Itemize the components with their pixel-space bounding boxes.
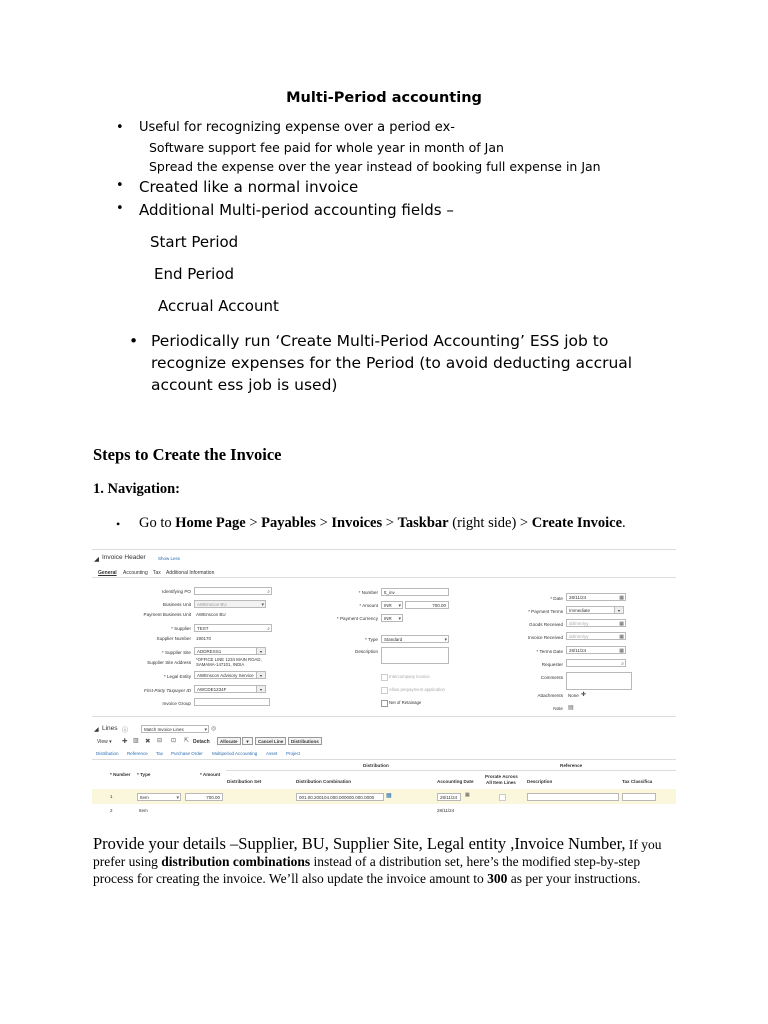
intercompany-label: Intercompany invoice [389,674,430,679]
subtab-asset[interactable]: Asset [266,751,278,756]
chevron-down-icon[interactable]: ▾ [256,672,265,679]
amount-currency-select[interactable]: INR ▾ [381,601,403,609]
tab-general[interactable]: General [98,570,117,576]
chevron-down-icon: ▾ [246,739,249,744]
type-select[interactable]: Standard ▾ [381,635,449,643]
row-type-select[interactable]: Item ▾ [137,793,181,801]
prepayment-label: Allow prepayment application [389,687,445,692]
group-distribution-header: Distribution [363,763,389,768]
taxpayer-id-select[interactable]: AWCDE1234F ▾ [194,685,266,693]
bullet-periodically-run: • Periodically run ‘Create Multi-Period Accounting’ ESS job to recognize expenses for the Period (to avoid deducting accrual account ess job is used) [151,330,671,396]
supplier-site-address-line2: SAMAMA-147101, INDIA [196,662,245,667]
goto-invoices: Invoices [331,515,383,531]
row-tax-class-input[interactable] [622,793,656,801]
delete-icon[interactable]: ✖ [145,738,151,745]
para-bold-300: 300 [487,871,508,886]
goto-end: . [622,515,626,531]
invoice-received-input[interactable]: dd/mm/yy ▦ [566,632,626,640]
col-amount-header[interactable]: * Amount [200,772,221,777]
goto-sep3: > [382,515,398,531]
row-number: 2 [110,808,113,813]
calendar-icon[interactable]: ▦ [619,621,624,627]
invoice-group-input[interactable] [194,698,270,706]
col-prorate-header[interactable]: Prorate Across [485,774,518,779]
payment-bu-value: AWEnscon BU [196,612,226,617]
distributions-button[interactable]: Distributions [288,737,322,745]
amount-label: * Amount [359,603,378,608]
match-invoice-lines-select[interactable]: Match Invoice Lines ▾ [141,725,209,733]
goto-create-invoice: Create Invoice [531,515,623,531]
bullet-created: • Created like a normal invoice [139,178,358,196]
tab-accounting[interactable]: Accounting [123,570,148,576]
add-row-icon[interactable]: ✚ [122,738,128,745]
chevron-down-icon[interactable]: ▾ [614,607,623,614]
allocate-menu-button[interactable] [242,737,253,745]
table-row[interactable] [92,805,676,818]
detach-icon[interactable]: ⇱ [184,738,190,744]
export-icon[interactable]: ⊡ [171,738,177,744]
col-description-header[interactable]: Description [527,779,553,784]
row-dist-comb-input[interactable]: 001.00.200104.000.000000.000.0000 [296,793,384,801]
goto-sep2: > [315,515,332,531]
tab-tax[interactable]: Tax [153,570,161,576]
search-icon[interactable]: ⌕ [267,626,270,632]
chevron-down-icon[interactable]: ▾ [256,686,265,693]
para-text1: If you prefer using [93,837,662,869]
comments-textarea[interactable] [566,672,632,690]
help-icon[interactable]: ⓘ [122,728,129,734]
lines-title: Lines [102,725,118,732]
invoice-screenshot [92,549,676,818]
tab-additional-information[interactable]: Additional Information [166,570,215,576]
requester-label: Requester [541,662,563,667]
row-acct-date: 28/11/24 [437,808,455,813]
payment-currency-select[interactable]: INR ▾ [381,614,403,622]
view-menu[interactable]: View ▾ [97,739,112,745]
col-number-header[interactable]: * Number [110,772,131,777]
terms-date-label: * Terms Date [536,649,563,654]
goods-received-input[interactable]: dd/mm/yy ▦ [566,619,626,627]
chevron-down-icon: ▾ [444,637,447,643]
description-textarea[interactable] [381,647,449,664]
attachments-value: None [568,693,579,698]
instructions-paragraph [93,835,683,887]
supplier-number-value: 190170 [196,636,212,641]
col-dist-comb-header[interactable]: Distribution Combination [296,779,352,784]
row-type: Item [139,808,148,813]
show-less-link[interactable]: Show Less [158,556,181,561]
subtab-purchase-order[interactable]: Purchase Order [171,751,203,756]
payment-terms-select[interactable]: Immediate ▾ [566,606,624,614]
chevron-down-icon: ▾ [398,616,401,622]
legal-entity-select[interactable]: AWEnscon Advisory Service ▾ [194,671,266,679]
intercompany-checkbox[interactable] [381,674,388,681]
type-label: * Type [365,637,378,642]
row-acct-date-input[interactable]: 28/11/24 [437,793,461,801]
page-title: Multi-Period accounting [286,90,482,106]
legal-entity-label: * Legal Entity [163,674,191,679]
row-number: 1 [110,794,113,799]
goto-home: Home Page [175,515,246,531]
invoice-received-label: Invoice Received [528,635,563,640]
date-input[interactable]: 28/11/24 ▦ [566,593,626,601]
detach-button[interactable]: Detach [193,739,210,745]
duplicate-icon[interactable]: ▥ [133,738,139,744]
retainage-checkbox[interactable] [381,700,388,707]
para-lead: Provide your details –Supplier, BU, Supplier Site, Legal entity ,Invoice Number, [93,834,626,853]
calendar-icon[interactable]: ▦ [619,634,624,640]
row-description-input[interactable] [527,793,619,801]
number-label: * Number [358,590,378,595]
identifying-po-label: Identifying PO [162,589,191,594]
bullet-useful-line3: Spread the expense over the year instead of booking full expense in Jan [149,159,601,174]
business-unit-label: Business Unit [162,602,191,607]
calendar-icon[interactable]: ▦ [465,792,470,798]
subtab-tax[interactable]: Tax [156,751,164,756]
search-icon[interactable]: ⌕ [621,661,624,667]
terms-date-input[interactable]: 28/11/24 ▦ [566,646,626,654]
goods-received-label: Goods Received [529,622,563,627]
col-tax-class-header[interactable]: Tax Classifica [622,779,653,784]
prepayment-checkbox[interactable] [381,687,388,694]
amount-input[interactable]: 700.00 [405,601,449,609]
supplier-site-label: * Supplier Site [161,650,191,655]
supplier-site-address-line1: *OFFICE LINE 1234 MAIN ROAD, [196,657,262,662]
number-input[interactable]: tt_inv [381,588,449,596]
col-type-header[interactable]: * Type [137,772,151,777]
freeze-icon[interactable]: ⊟ [157,738,163,744]
navigation-heading: 1. Navigation: [93,481,180,497]
row-prorate-checkbox[interactable] [499,794,506,801]
row-amount-input[interactable]: 700.00 [185,793,223,801]
col-prorate-header-line2[interactable]: All Item Lines [486,780,516,785]
steps-heading: Steps to Create the Invoice [93,445,282,464]
calendar-icon[interactable]: ▦ [619,595,624,601]
goto-taskbar: Taskbar [397,515,449,531]
allocate-button[interactable]: Allocate [217,737,241,745]
subtab-distribution[interactable]: Distribution [96,751,119,756]
go-icon[interactable]: ◎ [211,726,217,732]
field-end-period: End Period [154,265,235,283]
collapse-icon[interactable]: ◢ [94,556,99,563]
col-acct-date-header[interactable]: Accounting Date [437,779,474,784]
subtab-project[interactable]: Project [286,751,301,756]
subtab-reference[interactable]: Reference [127,751,148,756]
invoice-group-label: Invoice Group [162,701,191,706]
search-icon[interactable]: ⌕ [267,589,270,595]
field-start-period: Start Period [150,233,239,251]
goto-right-side: (right side) > [448,515,532,531]
note-icon[interactable]: ▤ [568,705,574,711]
para-text2: instead of a distribution set, here’s the modified step-by-step process for creating the invoice. We’ll also update the invoice amount to [93,854,641,886]
date-label: * Date [550,596,563,601]
add-icon[interactable]: ✚ [581,692,587,698]
chevron-down-icon: ▾ [204,727,207,733]
note-label: Note [553,706,563,711]
taxpayer-id-label: First-Party Taxpayer ID [143,688,191,693]
payment-terms-label: * Payment Terms [528,609,563,614]
chevron-down-icon: ▾ [398,603,401,609]
supplier-input[interactable]: TEST ⌕ [194,624,272,632]
supplier-label: * Supplier [171,626,191,631]
navigation-path [139,515,626,532]
para-text3: as per your instructions. [507,871,641,886]
field-accrual-account: Accrual Account [158,297,279,315]
subtab-multiperiod-accounting[interactable]: Multiperiod Accounting [212,751,258,756]
para-bold-distribution-combinations: distribution combinations [161,854,311,869]
cancel-line-button[interactable]: Cancel Line [255,737,286,745]
supplier-site-select[interactable]: ADDRESS1 ▾ [194,647,266,655]
supplier-number-label: Supplier Number [156,636,191,641]
description-label: Description [355,649,378,654]
group-reference-header: Reference [560,763,583,768]
chevron-down-icon[interactable]: ▾ [256,648,265,655]
identifying-po-input[interactable] [194,587,272,595]
supplier-site-address-label: Supplier Site Address [147,660,191,665]
lines-collapse-icon[interactable]: ◢ [94,727,99,733]
col-dist-set-header[interactable]: Distribution Set [227,779,262,784]
retainage-label: Net of Retainage [389,700,422,705]
payment-bu-label: Payment Business Unit [143,612,191,617]
invoice-header-title: Invoice Header [102,554,146,561]
bullet-additional-fields: • Additional Multi-period accounting fields – [139,201,454,219]
bullet-useful-line2: Software support fee paid for whole year in month of Jan [149,140,504,155]
goto-payables: Payables [261,515,316,531]
business-unit-input[interactable]: AWEnscon BU ▾ [194,600,266,608]
bullet-useful: • Useful for recognizing expense over a period ex- [139,120,455,135]
combination-picker-icon[interactable]: ▦ [386,793,392,799]
calendar-icon[interactable]: ▦ [619,648,624,654]
chevron-down-icon: ▾ [261,602,264,608]
goto-prefix: Go to [139,515,176,531]
table-row[interactable] [92,789,676,804]
chevron-down-icon: ▾ [176,795,179,801]
attachments-label: Attachments [537,693,563,698]
comments-label: Comments [540,675,563,680]
payment-currency-label: * Payment Currency [336,616,378,621]
requester-input[interactable] [566,659,626,667]
goto-sep1: > [245,515,262,531]
